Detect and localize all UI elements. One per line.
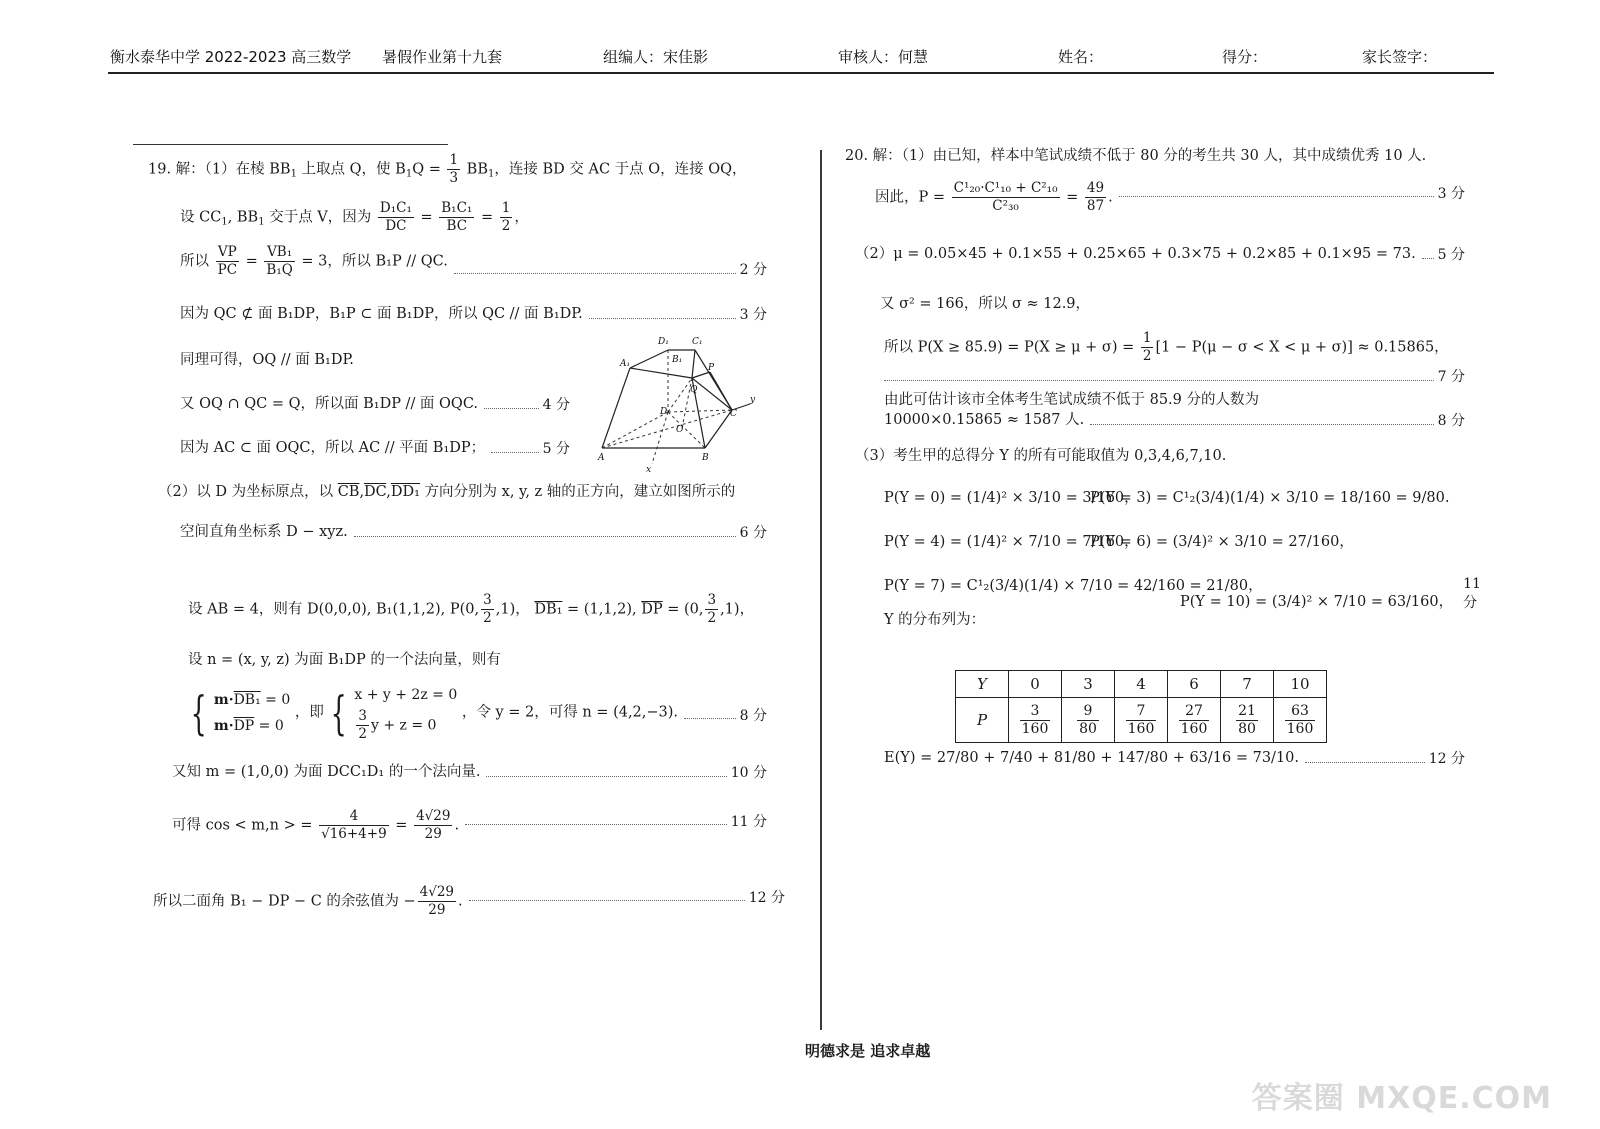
figure-label-y: y bbox=[750, 395, 756, 405]
q19-part2-line-6: 可得 cos < m,n > = $\frac{4}{√16+4+9}$ = $\frac{4√29}{29}$ . 11 分 bbox=[172, 808, 767, 842]
score-11: 11 分 bbox=[730, 814, 767, 830]
header-assignment: 暑假作业第十九套 bbox=[382, 48, 503, 66]
q20-line-1: 20. 解：（1）由已知，样本中笔试成绩不低于 80 分的考生共 30 人，其中成绩优秀 10 人. bbox=[845, 148, 1427, 164]
q20-py3: P(Y = 3) = C¹₂(3/4)(1/4) × 3/10 = 18/160 = 9/80. bbox=[1090, 490, 1450, 506]
figure-label-a: A bbox=[598, 453, 605, 463]
q19-line-2: 设 $CC_1$, $BB_1$ 交于点 V，因为 $\frac{\text{D₁C₁}}{DC}$ = $\frac{\text{B₁C₁}}{BC}$ = $\frac{1}{2}$ ， bbox=[180, 200, 529, 234]
score-4: 4 分 bbox=[542, 397, 570, 413]
table-cell: $\frac{27}{160}$ bbox=[1168, 698, 1221, 743]
table-cell: $\frac{21}{80}$ bbox=[1221, 698, 1274, 743]
header-parent-label: 家长签字： bbox=[1362, 48, 1438, 66]
q19-part2-line-3: 设 AB = 4，则有 D(0,0,0), B₁(1,1,2), P(0, $\frac{3}{2}$ ,1)， DB₁ = (1,1,2), $\overline{DP} = (0$, $\frac{3}{2}$ ,1)， bbox=[188, 592, 755, 626]
figure-label-a1: A₁ bbox=[620, 359, 631, 369]
header-rule bbox=[108, 72, 1494, 74]
figure-label-d1: D₁ bbox=[658, 337, 669, 347]
figure-label-o: O bbox=[676, 425, 684, 435]
header-editor: 组编人：宋佳影 bbox=[603, 48, 709, 66]
prism-figure bbox=[600, 332, 765, 480]
score-3: 3 分 bbox=[1437, 186, 1465, 202]
score-5: 5 分 bbox=[542, 441, 570, 457]
figure-label-c1: C₁ bbox=[692, 337, 703, 347]
q20-py6: P(Y = 6) = (3/4)² × 3/10 = 27/160， bbox=[1090, 534, 1354, 550]
figure-label-b1: B₁ bbox=[672, 355, 683, 365]
q19-system: { m·DB₁ = 0 $m\cdot\overline{DP} = 0$ ，即 { x + y + 2z = 0 $\frac{3}{2}$ y + z = 0 ，令 y = 2，可得 n = (4,2,−3). 8 分 bbox=[190, 685, 767, 742]
column-divider bbox=[820, 150, 822, 1030]
q19-part2-line-7: 所以二面角 B₁ − DP − C 的余弦值为 − $\frac{4√29}{29}$ . 12 分 bbox=[153, 884, 785, 918]
q19-part2-line-5: 又知 m = (1,0,0) 为面 DCC₁D₁ 的一个法向量. 10 分 bbox=[172, 764, 767, 781]
q20-py4: P(Y = 4) = (1/4)² × 7/10 = 7/160， bbox=[884, 534, 1139, 550]
table-row bbox=[956, 698, 1327, 743]
table-header-p: P bbox=[956, 698, 1009, 743]
q20-py10: P(Y = 10) = (3/4)² × 7/10 = 63/160， bbox=[1180, 594, 1454, 610]
q19-part2-line-1: （2）以 D 为坐标原点，以 $\overline{CB},\overline{DC},DD_1$ 方向分别为 x, y, z 轴的正方向，建立如图所示的 bbox=[158, 484, 736, 500]
q19-line-1: 19. 解：（1）在棱 $BB_1$ 上取点 Q，使 $B_1Q$ = $\frac{1}{3}$ $BB_1$，连接 BD 交 AC 于点 O，连接 OQ， bbox=[148, 152, 747, 186]
q19-line-7: 因为 AC ⊂ 面 OQC，所以 AC // 平面 B₁DP； 5 分 bbox=[180, 440, 570, 457]
watermark-logo: 答案圈 MXQE.COM bbox=[1251, 1081, 1552, 1116]
table-header-y: Y bbox=[956, 671, 1009, 698]
top-left-rule bbox=[133, 144, 448, 145]
score-10: 10 分 bbox=[730, 765, 767, 781]
q20-py7: P(Y = 7) = C¹₂(3/4)(1/4) × 7/10 = 42/160 = 21/80， bbox=[884, 578, 1263, 594]
figure-label-d: D bbox=[660, 407, 668, 417]
header-school: 衡水泰华中学 2022-2023 高三数学 bbox=[110, 48, 352, 66]
figure-label-p: P bbox=[708, 363, 715, 373]
q20-expectation: E(Y) = 27/80 + 7/40 + 81/80 + 147/80 + 63/16 = 73/10. bbox=[884, 750, 1300, 766]
q19-line-6: 又 OQ ∩ QC = Q，所以面 B₁DP // 面 OQC. 4 分 bbox=[180, 396, 570, 413]
score-3: 3 分 bbox=[739, 307, 767, 323]
score-2: 2 分 bbox=[739, 262, 767, 278]
q20-py0: P(Y = 0) = (1/4)² × 3/10 = 3/160， bbox=[884, 490, 1139, 506]
score-8: 8 分 bbox=[739, 708, 767, 724]
score-11: 11 分 bbox=[1463, 576, 1481, 611]
table-cell: $\frac{7}{160}$ bbox=[1115, 698, 1168, 743]
score-7: 7 分 bbox=[1437, 369, 1465, 385]
q20-line-3: （2）μ = 0.05×45 + 0.1×55 + 0.25×65 + 0.3×75 + 0.2×85 + 0.1×95 = 73. 5 分 bbox=[855, 246, 1465, 263]
score-12: 12 分 bbox=[1428, 751, 1465, 767]
figure-label-c: C bbox=[730, 409, 737, 419]
table-row bbox=[956, 671, 1327, 698]
q20-line-5: 所以 P(X ≥ 85.9) = P(X ≥ μ + σ) = $\frac{1}{2}$ [1 − P(μ − σ < X < μ + σ)] ≈ 0.15865， bbox=[884, 330, 1449, 364]
table-cell: $\frac{63}{160}$ bbox=[1274, 698, 1327, 743]
figure-label-q: Q bbox=[690, 385, 698, 395]
table-cell: $\frac{3}{160}$ bbox=[1009, 698, 1062, 743]
q20-line-9: Y 的分布列为： bbox=[884, 612, 986, 628]
score-5: 5 分 bbox=[1437, 247, 1465, 263]
header-score-label: 得分： bbox=[1222, 48, 1268, 66]
score-8: 8 分 bbox=[1437, 413, 1465, 429]
table-cell: 6 bbox=[1168, 671, 1221, 698]
table-cell: 7 bbox=[1221, 671, 1274, 698]
score-12: 12 分 bbox=[748, 890, 785, 906]
q19-part2-line-2: 空间直角坐标系 D − xyz. 6 分 bbox=[180, 524, 767, 541]
q20-score-7-row bbox=[884, 366, 1465, 386]
q20-line-7: 10000×0.15865 ≈ 1587 人. 8 分 bbox=[884, 412, 1465, 429]
table-cell: $\frac{9}{80}$ bbox=[1062, 698, 1115, 743]
figure-label-b: B bbox=[702, 453, 709, 463]
q19-line-5: 同理可得，OQ // 面 B₁DP. bbox=[180, 352, 354, 368]
table-cell: 10 bbox=[1274, 671, 1327, 698]
q20-expectation-row bbox=[884, 748, 1465, 768]
table-cell: 0 bbox=[1009, 671, 1062, 698]
figure-label-x: x bbox=[646, 465, 652, 475]
q20-line-2: 因此，P = $\frac{\text{C¹₂₀·C¹₁₀ + C²₁₀}}{\text{C²₃₀}}$ = $\frac{49}{87}$ . 3 分 bbox=[875, 180, 1465, 214]
table-cell: 4 bbox=[1115, 671, 1168, 698]
q20-line-8: （3）考生甲的总得分 Y 的所有可能取值为 0,3,4,6,7,10. bbox=[855, 448, 1227, 464]
q19-line-4: 因为 QC ⊄ 面 B₁DP，B₁P ⊂ 面 B₁DP，所以 QC // 面 B₁DP. 3 分 bbox=[180, 306, 767, 323]
q19-part2-line-4: 设 n = (x, y, z) 为面 B₁DP 的一个法向量，则有 bbox=[188, 652, 501, 668]
header-reviewer: 审核人：何慧 bbox=[838, 48, 929, 66]
score-6: 6 分 bbox=[739, 525, 767, 541]
footer-motto: 明德求是 追求卓越 bbox=[805, 1042, 931, 1060]
table-cell: 3 bbox=[1062, 671, 1115, 698]
q20-line-4: 又 σ² = 166，所以 σ ≈ 12.9， bbox=[880, 296, 1091, 312]
header-name-label: 姓名： bbox=[1058, 48, 1104, 66]
q20-py10-row bbox=[1180, 576, 1481, 612]
q20-line-6: 由此可估计该市全体考生笔试成绩不低于 85.9 分的人数为 bbox=[884, 392, 1260, 408]
q19-line-3: 所以 $\frac{VP}{PC}$ = $\frac{\text{VB₁}}{\text{B₁Q}}$ = 3，所以 B₁P // QC. 2 分 bbox=[180, 244, 767, 278]
distribution-table bbox=[955, 670, 1327, 743]
